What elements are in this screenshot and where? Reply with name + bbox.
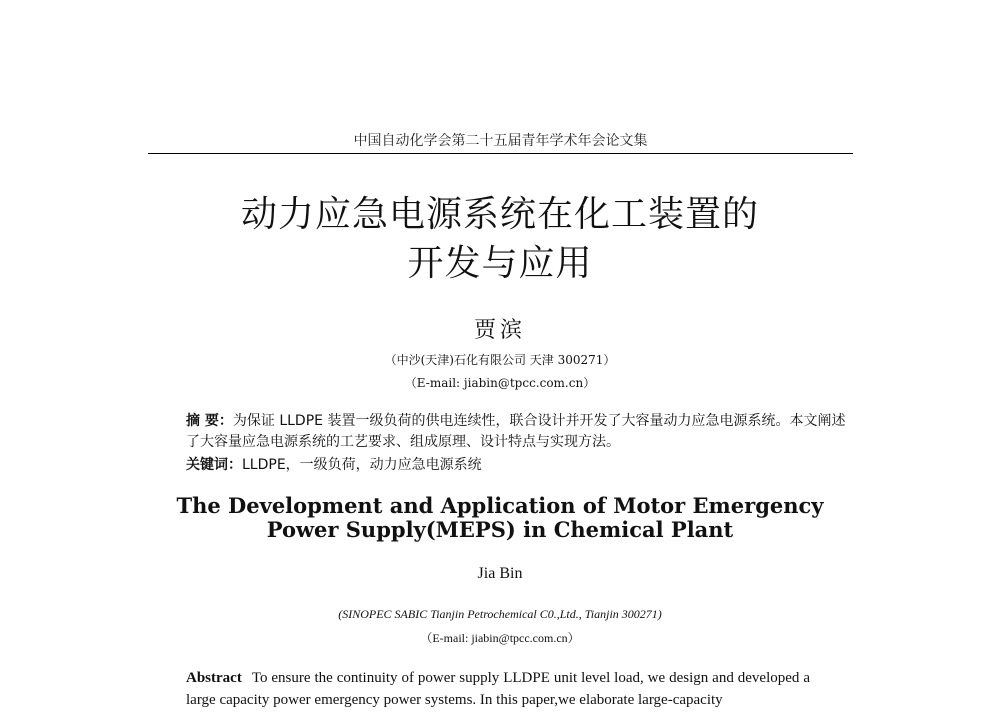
english-abstract-label: Abstract: [186, 670, 242, 686]
english-abstract-text: To ensure the continuity of power supply LLDPE unit level load, we design and developed a large capacity power emergency power systems. In this paper,we elaborate large-capacity: [186, 670, 810, 708]
chinese-abstract-text: 为保证 LLDPE 装置一级负荷的供电连续性，联合设计并开发了大容量动力应急电源系统。本文阐述了大容量应急电源系统的工艺要求、组成原理、设计特点与实现方法。: [186, 413, 846, 450]
chinese-abstract: [186, 411, 854, 453]
chinese-keywords: [186, 454, 854, 474]
english-abstract: [186, 667, 810, 711]
english-affiliation: (SINOPEC SABIC Tianjin Petrochemical C0.,Ltd., Tianjin 300271): [338, 607, 662, 621]
header-rule: [148, 153, 853, 154]
chinese-title-line2: 开发与应用: [407, 243, 593, 284]
chinese-email: （E-mail: jiabin@tpcc.com.cn）: [404, 376, 596, 390]
chinese-author: 贾滨: [473, 318, 526, 343]
english-title-line1: The Development and Application of Motor Emergency: [176, 493, 824, 518]
chinese-keywords-text: LLDPE，一级负荷，动力应急电源系统: [242, 457, 482, 473]
chinese-abstract-label: 摘 要：: [186, 413, 233, 429]
english-email: （E-mail: jiabin@tpcc.com.cn）: [420, 631, 580, 645]
english-title-line2: Power Supply(MEPS) in Chemical Plant: [266, 517, 734, 542]
chinese-keywords-label: 关键词：: [186, 457, 242, 473]
english-author: Jia Bin: [477, 565, 523, 582]
running-head: 中国自动化学会第二十五届青年学术年会论文集: [353, 133, 648, 149]
chinese-title-line1: 动力应急电源系统在化工装置的: [240, 194, 759, 235]
chinese-affiliation: （中沙(天津)石化有限公司 天津 300271）: [384, 353, 616, 367]
